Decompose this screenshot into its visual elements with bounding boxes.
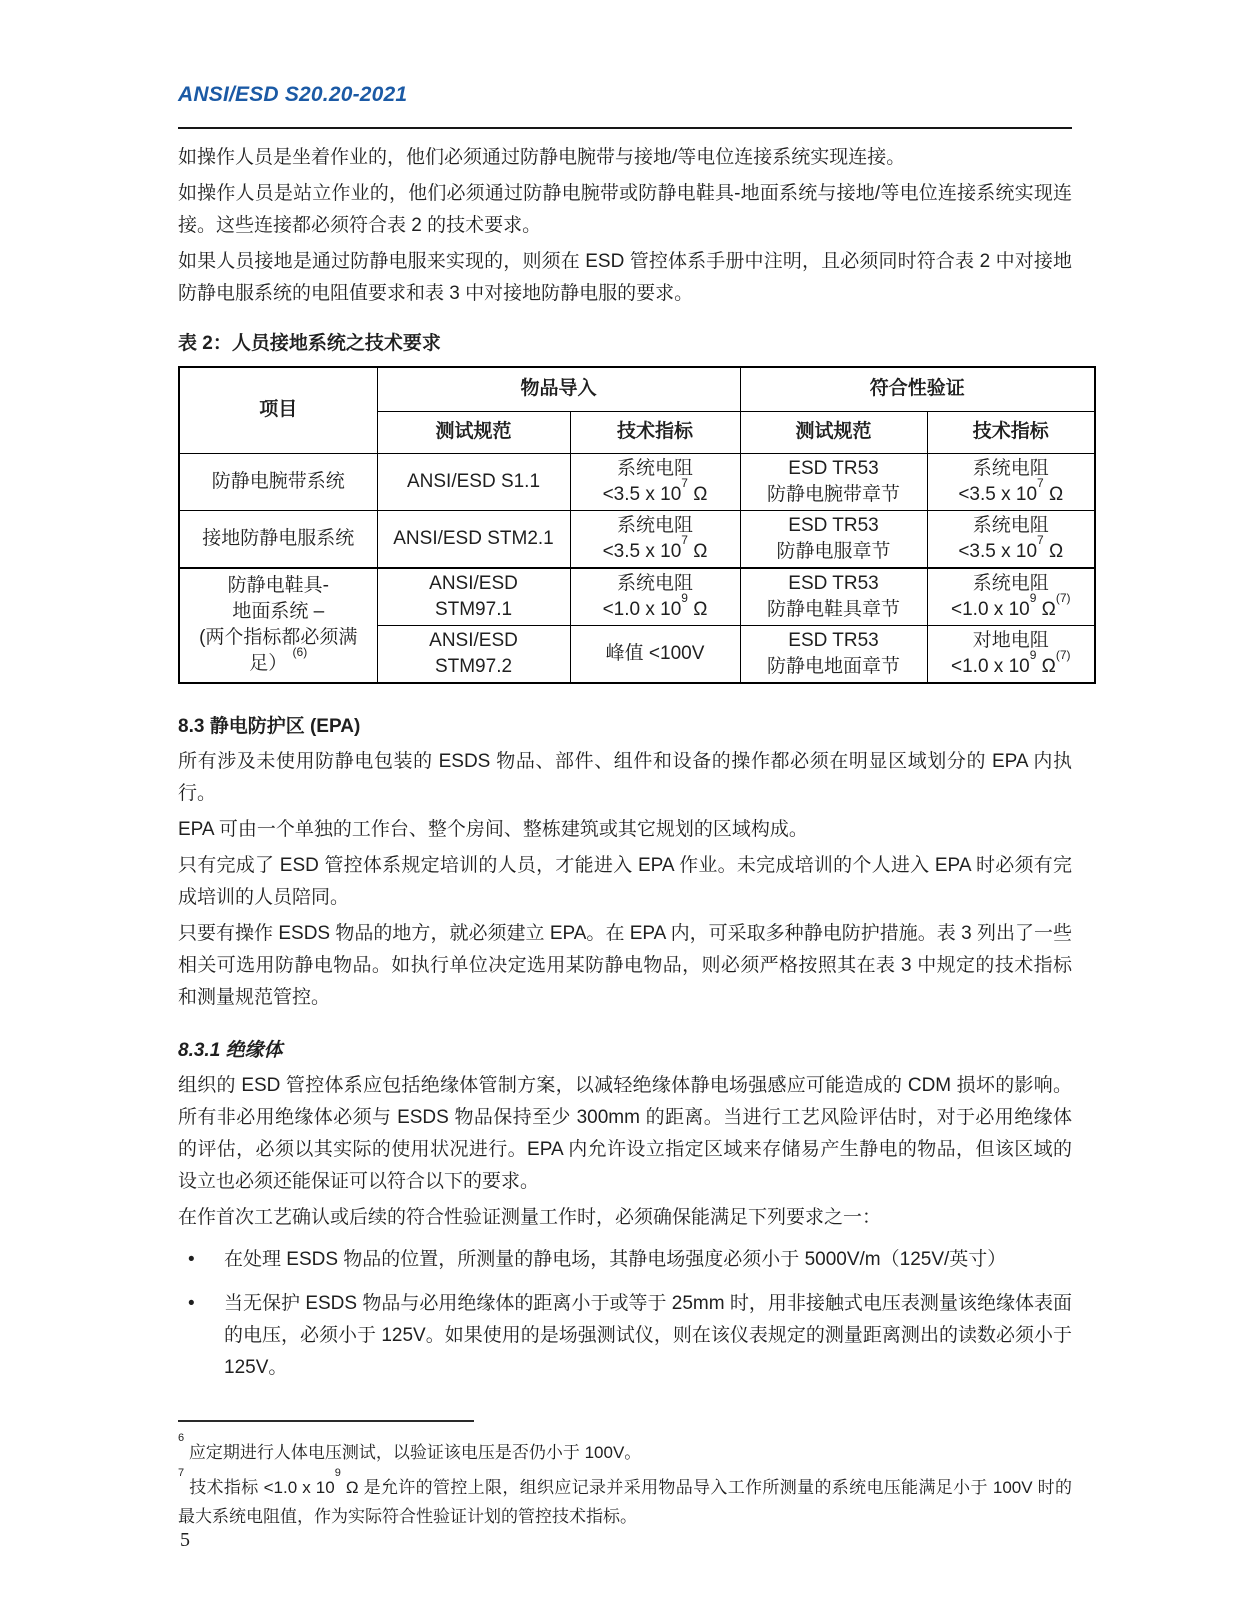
footnote-7-text: 技术指标 <1.0 x $10^9$ Ω 是允许的管控上限，组织应记录并采用物品导入工作所测量的系统电压能满足小于 100V 时的最大系统电阻值，作为实际符合性验证计划的管控技术指标。 [178, 1466, 1072, 1526]
footnotes-block [178, 1420, 1072, 1531]
table-cell-pq-spec: ANSI/ESD S1.1 [377, 453, 570, 510]
footnote-7-marker: 7 [178, 1466, 185, 1479]
section-8-3-1-heading: 8.3.1 绝缘体 [178, 1039, 283, 1061]
bullet-text-voltage: 当无保护 ESDS 物品与必用绝缘体的距离小于或等于 25mm 时，用非接触式电压表测量该绝缘体表面的电压，必须小于 125V。如果使用的是场强测试仪，则在该仪表规定的测量距离测出的读数必须小于 125V。 [224, 1292, 1072, 1378]
list-item [178, 1244, 1072, 1276]
section-8-3-1-paragraph-2: 在作首次工艺确认或后续的符合性验证测量工作时，必须确保能满足下列要求之一： [178, 1206, 882, 1228]
table-cell-cv-spec: ESD TR53 防静电地面章节 [740, 625, 927, 683]
page-number: 5 [180, 1529, 190, 1551]
section-8-3-heading: 8.3 静电防护区 (EPA) [178, 715, 361, 737]
table-cell-item: 防静电腕带系统 [179, 453, 377, 510]
table-header-item: 项目 [179, 367, 377, 453]
table-subheader-limit-cv: 技术指标 [927, 411, 1095, 453]
table-subheader-test-method-pq: 测试规范 [377, 411, 570, 453]
list-item [178, 1288, 1072, 1384]
footnote-rule [178, 1420, 474, 1422]
document-header-title: ANSI/ESD S20.20-2021 [178, 83, 408, 106]
table-subheader-test-method-cv: 测试规范 [740, 411, 927, 453]
footnote-7 [178, 1466, 1072, 1531]
table-2-personnel-grounding [178, 366, 1096, 684]
table-cell-pq-limit: 系统电阻 <1.0 x $10^9$ Ω [570, 568, 740, 626]
intro-paragraph-1: 如操作人员是坐着作业的，他们必须通过防静电腕带与接地/等电位连接系统实现连接。 [178, 147, 906, 168]
table-header-product-qualification: 物品导入 [377, 367, 740, 411]
table-2-title: 表 2：人员接地系统之技术要求 [178, 333, 441, 354]
table-cell-cv-spec: ESD TR53 防静电鞋具章节 [740, 568, 927, 626]
table-header-compliance-verification: 符合性验证 [740, 367, 1095, 411]
table-cell-item: 接地防静电服系统 [179, 510, 377, 568]
table-cell-pq-spec: ANSI/ESD STM97.1 [377, 568, 570, 626]
requirements-bullet-list [178, 1244, 1072, 1384]
bullet-marker: • [188, 1292, 195, 1314]
header-rule [178, 127, 1072, 129]
intro-paragraph-3: 如果人员接地是通过防静电服来实现的，则须在 ESD 管控体系手册中注明，且必须同时符合表 2 中对接地防静电服系统的电阻值要求和表 3 中对接地防静电服的要求。 [178, 251, 1072, 304]
table-row-wrist-strap [179, 453, 1095, 510]
bullet-text-field-strength: 在处理 ESDS 物品的位置，所测量的静电场，其静电场强度必须小于 5000V/m（125V/英寸） [224, 1248, 1007, 1270]
table-cell-cv-limit: 系统电阻 <3.5 x $10^7$ Ω [927, 510, 1095, 568]
footnote-6-text: 应定期进行人体电压测试，以验证该电压是否仍小于 100V。 [188, 1442, 642, 1462]
table-cell-pq-limit: 系统电阻 <3.5 x $10^7$ Ω [570, 510, 740, 568]
section-8-3-1-paragraph-1: 组织的 ESD 管控体系应包括绝缘体管制方案，以减轻绝缘体静电场强感应可能造成的 CDM 损坏的影响。所有非必用绝缘体必须与 ESDS 物品保持至少 300mm 的距离。当进行工艺风险评估时，对于必用绝缘体的评估，必须以其实际的使用状况进行。EPA 内允许设立指定区域来存储易产生静电的物品，但该区域的设立也必须还能保证可以符合以下的要求。 [178, 1074, 1072, 1192]
intro-paragraph-2: 如操作人员是站立作业的，他们必须通过防静电腕带或防静电鞋具-地面系统与接地/等电位连接系统实现连接。这些连接都必须符合表 2 的技术要求。 [178, 183, 1072, 236]
bullet-marker: • [188, 1248, 195, 1270]
section-8-3-paragraph-4: 只要有操作 ESDS 物品的地方，就必须建立 EPA。在 EPA 内，可采取多种静电防护措施。表 3 列出了一些相关可选用防静电物品。如执行单位决定选用某防静电物品，则必须严格按照其在表 3 中规定的技术指标和测量规范管控。 [178, 922, 1072, 1008]
table-row-footwear-1 [179, 568, 1095, 626]
section-8-3-paragraph-3: 只有完成了 ESD 管控体系规定培训的人员，才能进入 EPA 作业。未完成培训的个人进入 EPA 时必须有完成培训的人员陪同。 [178, 854, 1072, 908]
table-cell-cv-limit: 系统电阻 <1.0 x $10^9$ $\Omega^{(7)}$ [927, 568, 1095, 626]
table-cell-cv-limit: 对地电阻 <1.0 x $10^9$ $\Omega^{(7)}$ [927, 625, 1095, 683]
table-subheader-limit-pq: 技术指标 [570, 411, 740, 453]
table-cell-cv-limit: 系统电阻 <3.5 x $10^7$ Ω [927, 453, 1095, 510]
footnote-6 [178, 1431, 1072, 1467]
table-cell-pq-limit: 系统电阻 <3.5 x $10^7$ Ω [570, 453, 740, 510]
section-8-3-paragraph-2: EPA 可由一个单独的工作台、整个房间、整栋建筑或其它规划的区域构成。 [178, 818, 808, 840]
table-cell-cv-spec: ESD TR53 防静电服章节 [740, 510, 927, 568]
table-cell-cv-spec: ESD TR53 防静电腕带章节 [740, 453, 927, 510]
table-row-garment [179, 510, 1095, 568]
footnote-6-marker: 6 [178, 1431, 185, 1444]
table-header-row-groups [179, 367, 1095, 411]
table-cell-item-merged: 防静电鞋具- 地面系统 – (两个指标都必须满 足） $^{(6)}$ [179, 568, 377, 683]
table-cell-pq-spec: ANSI/ESD STM2.1 [377, 510, 570, 568]
table-cell-pq-spec: ANSI/ESD STM97.2 [377, 625, 570, 683]
section-8-3-paragraph-1: 所有涉及未使用防静电包装的 ESDS 物品、部件、组件和设备的操作都必须在明显区域划分的 EPA 内执行。 [178, 750, 1072, 804]
table-cell-pq-limit: 峰值 <100V [570, 625, 740, 683]
